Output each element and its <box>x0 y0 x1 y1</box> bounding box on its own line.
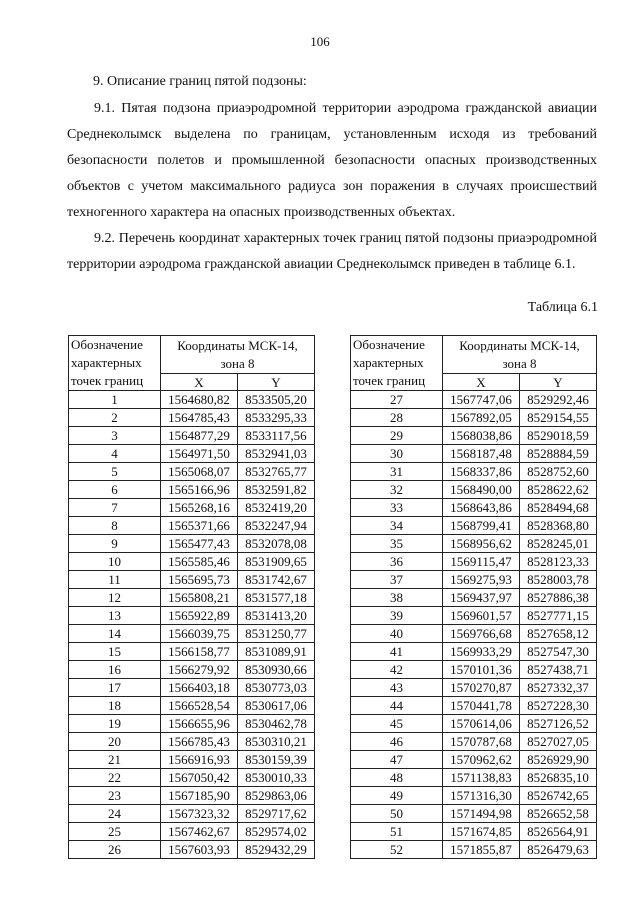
x-cell: 1564877,29 <box>161 427 238 445</box>
x-cell: 1571138,83 <box>443 769 520 787</box>
y-cell: 8529432,29 <box>238 841 315 859</box>
point-number-cell: 45 <box>351 715 443 733</box>
paragraph-9-1: 9.1. Пятая подзона приаэродромной территории аэродрома гражданской авиации Среднеколымск выделена по границам, установленным исходя из требований безопасности полетов и промышленной безопасности опасных производственных объектов с учетом максимального радиуса зон поражения в случаях происшествий техногенного характера на опасных производственных объектах. <box>67 101 597 220</box>
x-cell: 1566916,93 <box>161 751 238 769</box>
table-row <box>69 553 315 571</box>
table-row <box>351 625 597 643</box>
table-row <box>351 769 597 787</box>
y-cell: 8532078,08 <box>238 535 315 553</box>
x-cell: 1565166,96 <box>161 481 238 499</box>
y-cell: 8528752,60 <box>520 463 597 481</box>
point-number-cell: 23 <box>69 787 161 805</box>
x-cell: 1570101,36 <box>443 661 520 679</box>
table-row <box>351 445 597 463</box>
point-number-cell: 8 <box>69 517 161 535</box>
table-row <box>69 391 315 409</box>
point-number-cell: 30 <box>351 445 443 463</box>
table-row <box>351 715 597 733</box>
table-row <box>351 391 597 409</box>
point-number-cell: 38 <box>351 589 443 607</box>
point-number-cell: 2 <box>69 409 161 427</box>
y-cell: 8527228,30 <box>520 697 597 715</box>
point-number-cell: 24 <box>69 805 161 823</box>
x-cell: 1564785,43 <box>161 409 238 427</box>
y-cell: 8529863,06 <box>238 787 315 805</box>
y-cell: 8526742,65 <box>520 787 597 805</box>
point-number-cell: 52 <box>351 841 443 859</box>
table-row <box>351 409 597 427</box>
y-cell: 8531909,65 <box>238 553 315 571</box>
y-cell: 8533295,33 <box>238 409 315 427</box>
y-cell: 8532591,82 <box>238 481 315 499</box>
x-cell: 1569766,68 <box>443 625 520 643</box>
table-row <box>351 589 597 607</box>
x-cell: 1571494,98 <box>443 805 520 823</box>
x-cell: 1565268,16 <box>161 499 238 517</box>
table-row <box>69 733 315 751</box>
x-cell: 1566403,18 <box>161 679 238 697</box>
point-number-cell: 3 <box>69 427 161 445</box>
x-cell: 1570787,68 <box>443 733 520 751</box>
y-cell: 8528245,01 <box>520 535 597 553</box>
table-row <box>351 787 597 805</box>
x-cell: 1570614,06 <box>443 715 520 733</box>
table-row <box>69 499 315 517</box>
point-number-cell: 16 <box>69 661 161 679</box>
x-cell: 1569437,97 <box>443 589 520 607</box>
point-number-cell: 31 <box>351 463 443 481</box>
x-cell: 1571855,87 <box>443 841 520 859</box>
x-cell: 1568337,86 <box>443 463 520 481</box>
point-number-cell: 7 <box>69 499 161 517</box>
y-cell: 8532419,20 <box>238 499 315 517</box>
x-cell: 1569933,29 <box>443 643 520 661</box>
x-cell: 1565371,66 <box>161 517 238 535</box>
x-cell: 1567747,06 <box>443 391 520 409</box>
point-number-cell: 47 <box>351 751 443 769</box>
point-number-cell: 44 <box>351 697 443 715</box>
table-row <box>69 427 315 445</box>
point-number-cell: 50 <box>351 805 443 823</box>
table-row <box>351 571 597 589</box>
table-row <box>69 679 315 697</box>
x-cell: 1569115,47 <box>443 553 520 571</box>
coordinates-table-left <box>68 335 315 859</box>
x-cell: 1571316,30 <box>443 787 520 805</box>
point-number-cell: 15 <box>69 643 161 661</box>
header-x: X <box>443 374 520 391</box>
point-number-cell: 48 <box>351 769 443 787</box>
table-row <box>351 751 597 769</box>
point-number-cell: 40 <box>351 625 443 643</box>
x-cell: 1565922,89 <box>161 607 238 625</box>
table-row <box>69 481 315 499</box>
y-cell: 8527126,52 <box>520 715 597 733</box>
table-row <box>69 697 315 715</box>
paragraph-9-2: 9.2. Перечень координат характерных точек границ пятой подзоны приаэродромной территории аэродрома гражданской авиации Среднеколымск приведен в таблице 6.1. <box>67 231 597 272</box>
point-number-cell: 46 <box>351 733 443 751</box>
table-row <box>351 481 597 499</box>
point-number-cell: 29 <box>351 427 443 445</box>
y-cell: 8530010,33 <box>238 769 315 787</box>
y-cell: 8529018,59 <box>520 427 597 445</box>
point-number-cell: 32 <box>351 481 443 499</box>
x-cell: 1566039,75 <box>161 625 238 643</box>
x-cell: 1567603,93 <box>161 841 238 859</box>
y-cell: 8531742,67 <box>238 571 315 589</box>
point-number-cell: 10 <box>69 553 161 571</box>
x-cell: 1566655,96 <box>161 715 238 733</box>
table-row <box>351 823 597 841</box>
x-cell: 1570270,87 <box>443 679 520 697</box>
table-row <box>69 535 315 553</box>
header-point: Обозначение характерных точек границ <box>351 336 443 391</box>
y-cell: 8526929,90 <box>520 751 597 769</box>
y-cell: 8532941,03 <box>238 445 315 463</box>
y-cell: 8527438,71 <box>520 661 597 679</box>
header-y: Y <box>520 374 597 391</box>
y-cell: 8526479,63 <box>520 841 597 859</box>
y-cell: 8529292,46 <box>520 391 597 409</box>
y-cell: 8527886,38 <box>520 589 597 607</box>
table-row <box>69 715 315 733</box>
x-cell: 1566785,43 <box>161 733 238 751</box>
table-row <box>351 463 597 481</box>
x-cell: 1565808,21 <box>161 589 238 607</box>
y-cell: 8529574,02 <box>238 823 315 841</box>
y-cell: 8528123,33 <box>520 553 597 571</box>
x-cell: 1567892,05 <box>443 409 520 427</box>
y-cell: 8530773,03 <box>238 679 315 697</box>
x-cell: 1564680,82 <box>161 391 238 409</box>
x-cell: 1568187,48 <box>443 445 520 463</box>
table-row <box>69 751 315 769</box>
page-number: 106 <box>310 34 330 49</box>
y-cell: 8532765,77 <box>238 463 315 481</box>
y-cell: 8531413,20 <box>238 607 315 625</box>
x-cell: 1567323,32 <box>161 805 238 823</box>
table-row <box>351 535 597 553</box>
table-row <box>351 697 597 715</box>
y-cell: 8526564,91 <box>520 823 597 841</box>
point-number-cell: 21 <box>69 751 161 769</box>
x-cell: 1570962,62 <box>443 751 520 769</box>
x-cell: 1568490,00 <box>443 481 520 499</box>
y-cell: 8530159,39 <box>238 751 315 769</box>
y-cell: 8530617,06 <box>238 697 315 715</box>
table-row <box>69 607 315 625</box>
x-cell: 1566158,77 <box>161 643 238 661</box>
y-cell: 8533117,56 <box>238 427 315 445</box>
point-number-cell: 27 <box>351 391 443 409</box>
header-x: X <box>161 374 238 391</box>
point-number-cell: 28 <box>351 409 443 427</box>
y-cell: 8527658,12 <box>520 625 597 643</box>
y-cell: 8530462,78 <box>238 715 315 733</box>
y-cell: 8527547,30 <box>520 643 597 661</box>
x-cell: 1564971,50 <box>161 445 238 463</box>
table-row <box>351 499 597 517</box>
point-number-cell: 37 <box>351 571 443 589</box>
y-cell: 8528622,62 <box>520 481 597 499</box>
point-number-cell: 4 <box>69 445 161 463</box>
point-number-cell: 25 <box>69 823 161 841</box>
point-number-cell: 11 <box>69 571 161 589</box>
x-cell: 1565477,43 <box>161 535 238 553</box>
header-y: Y <box>238 374 315 391</box>
table-row <box>69 517 315 535</box>
table-row <box>69 787 315 805</box>
x-cell: 1567462,67 <box>161 823 238 841</box>
x-cell: 1568038,86 <box>443 427 520 445</box>
table-row <box>351 805 597 823</box>
table-row <box>351 553 597 571</box>
x-cell: 1569275,93 <box>443 571 520 589</box>
point-number-cell: 22 <box>69 769 161 787</box>
table-row <box>69 769 315 787</box>
point-number-cell: 35 <box>351 535 443 553</box>
y-cell: 8528494,68 <box>520 499 597 517</box>
point-number-cell: 34 <box>351 517 443 535</box>
y-cell: 8527771,15 <box>520 607 597 625</box>
table-row <box>69 589 315 607</box>
point-number-cell: 43 <box>351 679 443 697</box>
point-number-cell: 18 <box>69 697 161 715</box>
point-number-cell: 51 <box>351 823 443 841</box>
table-row <box>69 805 315 823</box>
point-number-cell: 19 <box>69 715 161 733</box>
table-row <box>351 643 597 661</box>
section-heading: 9. Описание границ пятой подзоны: <box>93 74 307 89</box>
point-number-cell: 33 <box>351 499 443 517</box>
table-row <box>69 409 315 427</box>
point-number-cell: 36 <box>351 553 443 571</box>
table-row <box>351 607 597 625</box>
x-cell: 1568643,86 <box>443 499 520 517</box>
table-row <box>351 661 597 679</box>
x-cell: 1565695,73 <box>161 571 238 589</box>
table-row <box>69 463 315 481</box>
table-row <box>69 643 315 661</box>
header-coordinates: Координаты МСК-14, зона 8 <box>161 336 315 374</box>
y-cell: 8528368,80 <box>520 517 597 535</box>
point-number-cell: 13 <box>69 607 161 625</box>
header-coordinates: Координаты МСК-14, зона 8 <box>443 336 597 374</box>
y-cell: 8530930,66 <box>238 661 315 679</box>
table-row <box>69 625 315 643</box>
point-number-cell: 9 <box>69 535 161 553</box>
table-caption: Таблица 6.1 <box>527 300 598 315</box>
table-row <box>69 571 315 589</box>
table-row <box>351 517 597 535</box>
point-number-cell: 39 <box>351 607 443 625</box>
header-point: Обозначение характерных точек границ <box>69 336 161 391</box>
y-cell: 8532247,94 <box>238 517 315 535</box>
y-cell: 8526835,10 <box>520 769 597 787</box>
point-number-cell: 12 <box>69 589 161 607</box>
x-cell: 1571674,85 <box>443 823 520 841</box>
table-row <box>351 427 597 445</box>
y-cell: 8528884,59 <box>520 445 597 463</box>
x-cell: 1566279,92 <box>161 661 238 679</box>
point-number-cell: 14 <box>69 625 161 643</box>
point-number-cell: 5 <box>69 463 161 481</box>
y-cell: 8529717,62 <box>238 805 315 823</box>
x-cell: 1569601,57 <box>443 607 520 625</box>
point-number-cell: 42 <box>351 661 443 679</box>
y-cell: 8530310,21 <box>238 733 315 751</box>
x-cell: 1565068,07 <box>161 463 238 481</box>
x-cell: 1566528,54 <box>161 697 238 715</box>
y-cell: 8528003,78 <box>520 571 597 589</box>
y-cell: 8531089,91 <box>238 643 315 661</box>
point-number-cell: 20 <box>69 733 161 751</box>
y-cell: 8531250,77 <box>238 625 315 643</box>
y-cell: 8529154,55 <box>520 409 597 427</box>
x-cell: 1567185,90 <box>161 787 238 805</box>
y-cell: 8531577,18 <box>238 589 315 607</box>
y-cell: 8527332,37 <box>520 679 597 697</box>
point-number-cell: 41 <box>351 643 443 661</box>
table-row <box>69 841 315 859</box>
x-cell: 1565585,46 <box>161 553 238 571</box>
table-row <box>351 679 597 697</box>
table-row <box>351 841 597 859</box>
point-number-cell: 26 <box>69 841 161 859</box>
x-cell: 1570441,78 <box>443 697 520 715</box>
point-number-cell: 49 <box>351 787 443 805</box>
table-row <box>69 823 315 841</box>
table-row <box>351 733 597 751</box>
x-cell: 1567050,42 <box>161 769 238 787</box>
y-cell: 8526652,58 <box>520 805 597 823</box>
x-cell: 1568799,41 <box>443 517 520 535</box>
coordinates-table-right <box>350 335 597 859</box>
y-cell: 8533505,20 <box>238 391 315 409</box>
y-cell: 8527027,05 <box>520 733 597 751</box>
table-row <box>69 445 315 463</box>
table-row <box>69 661 315 679</box>
point-number-cell: 1 <box>69 391 161 409</box>
point-number-cell: 6 <box>69 481 161 499</box>
x-cell: 1568956,62 <box>443 535 520 553</box>
point-number-cell: 17 <box>69 679 161 697</box>
